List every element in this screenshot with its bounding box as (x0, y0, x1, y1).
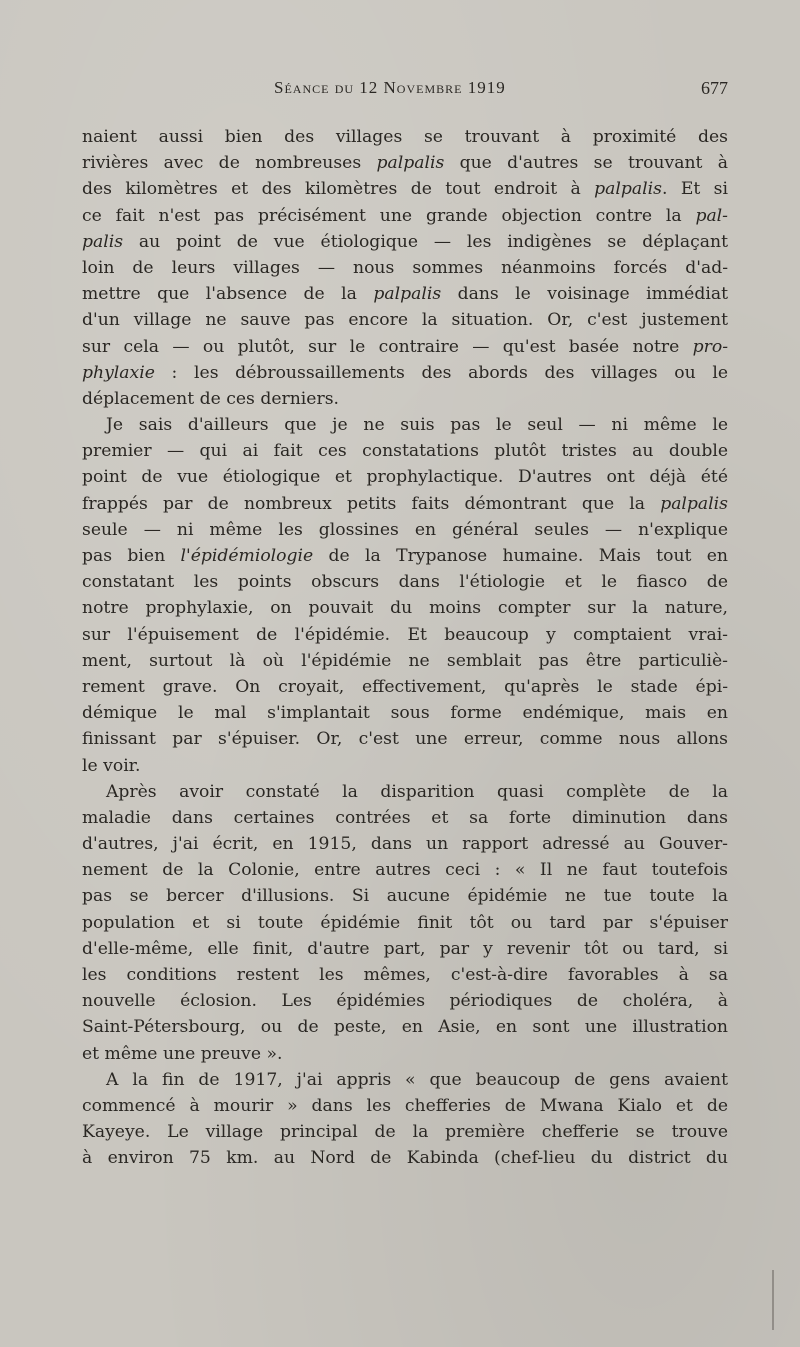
text-line: seule — ni même les glossines en général seules — n'explique (82, 519, 728, 540)
italic-term: palpalis (376, 153, 445, 174)
text-line: Après avoir constaté la disparition quasi complète de la (106, 781, 728, 802)
text-line: Je sais d'ailleurs que je ne suis pas le seul — ni même le (106, 415, 728, 436)
text-line: pas se bercer d'illusions. Si aucune épidémie ne tue toute la (82, 886, 728, 907)
text-line: rivières avec de nombreuses palpalis que d'autres se trouvant à (82, 153, 728, 174)
text-line: d'autres, j'ai écrit, en 1915, dans un rapport adressé au Gouver- (82, 834, 728, 855)
text-line: ment, surtout là où l'épidémie ne semblait pas être particuliè- (82, 650, 728, 671)
text-line: sur l'épuisement de l'épidémie. Et beaucoup y comptaient vrai- (82, 624, 728, 645)
text-line: Saint-Pétersbourg, ou de peste, en Asie, en sont une illustration (82, 1017, 728, 1038)
text-line: nouvelle éclosion. Les épidémies périodiques de choléra, à (82, 991, 728, 1012)
italic-term: pal- (695, 205, 728, 226)
text-line: frappés par de nombreux petits faits démontrant que la palpalis (82, 493, 728, 514)
text-line: commencé à mourir » dans les chefferies de Mwana Kialo et de (82, 1095, 728, 1116)
text-line: mettre que l'absence de la palpalis dans le voisinage immédiat (82, 284, 728, 305)
italic-term: pro- (692, 336, 728, 357)
text-line: A la fin de 1917, j'ai appris « que beaucoup de gens avaient (106, 1069, 728, 1090)
text-line: palis au point de vue étiologique — les indigènes se déplaçant (82, 231, 728, 252)
italic-term: palpalis (373, 284, 442, 305)
italic-term: phylaxie (82, 362, 155, 383)
italic-term: l'épidémiologie (180, 546, 314, 566)
text-line: d'elle-même, elle finit, d'autre part, par y revenir tôt ou tard, si (82, 938, 728, 959)
italic-term: palis (82, 231, 124, 252)
text-line: Kayeye. Le village principal de la première chefferie se trouve (82, 1122, 728, 1143)
text-line: des kilomètres et des kilomètres de tout endroit à palpalis. Et si (82, 179, 728, 200)
text-line: sur cela — ou plutôt, sur le contraire — qu'est basée notre pro- (82, 336, 728, 357)
text-line: loin de leurs villages — nous sommes néanmoins forcés d'ad- (82, 257, 728, 278)
text-line: les conditions restent les mêmes, c'est-à-dire favorables à sa (82, 965, 728, 985)
text-line: notre prophylaxie, on pouvait du moins compter sur la nature, (82, 598, 728, 619)
text-line: naient aussi bien des villages se trouvant à proximité des (82, 127, 728, 147)
text-line: point de vue étiologique et prophylactique. D'autres ont déjà été (82, 467, 728, 488)
text-line: déplacement de ces derniers. (82, 388, 339, 409)
text-line: ce fait n'est pas précisément une grande objection contre la pal- (82, 205, 728, 226)
text-line: le voir. (82, 755, 141, 776)
text-line: premier — qui ai fait ces constatations plutôt tristes au double (82, 441, 728, 462)
text-line: phylaxie : les débroussaillements des abords des villages ou le (82, 362, 728, 383)
text-line: et même une preuve ». (82, 1043, 283, 1064)
text-line: population et si toute épidémie finit tôt ou tard par s'épuiser (82, 912, 728, 933)
page-number: 677 (701, 78, 728, 98)
running-head (82, 78, 728, 102)
text-line: à environ 75 km. au Nord de Kabinda (chef-lieu du district du (82, 1148, 728, 1169)
italic-term: palpalis (660, 493, 728, 514)
text-line: démique le mal s'implantait sous forme endémique, mais en (82, 703, 728, 724)
text-line: finissant par s'épuiser. Or, c'est une erreur, comme nous allons (82, 729, 728, 750)
body-text (82, 124, 728, 1172)
text-line: d'un village ne sauve pas encore la situation. Or, c'est justement (82, 310, 728, 331)
text-line: constatant les points obscurs dans l'étiologie et le fiasco de (82, 572, 728, 593)
text-line: rement grave. On croyait, effectivement, qu'après le stade épi- (82, 676, 728, 697)
text-line: maladie dans certaines contrées et sa forte diminution dans (82, 807, 728, 828)
text-line: pas bien l'épidémiologie de la Trypanose humaine. Mais tout en (82, 546, 728, 566)
text-line: nement de la Colonie, entre autres ceci : « Il ne faut toutefois (82, 860, 728, 881)
margin-mark (772, 1270, 774, 1330)
italic-term: palpalis (594, 179, 662, 200)
running-title: Séance du 12 Novembre 1919 (274, 78, 506, 97)
